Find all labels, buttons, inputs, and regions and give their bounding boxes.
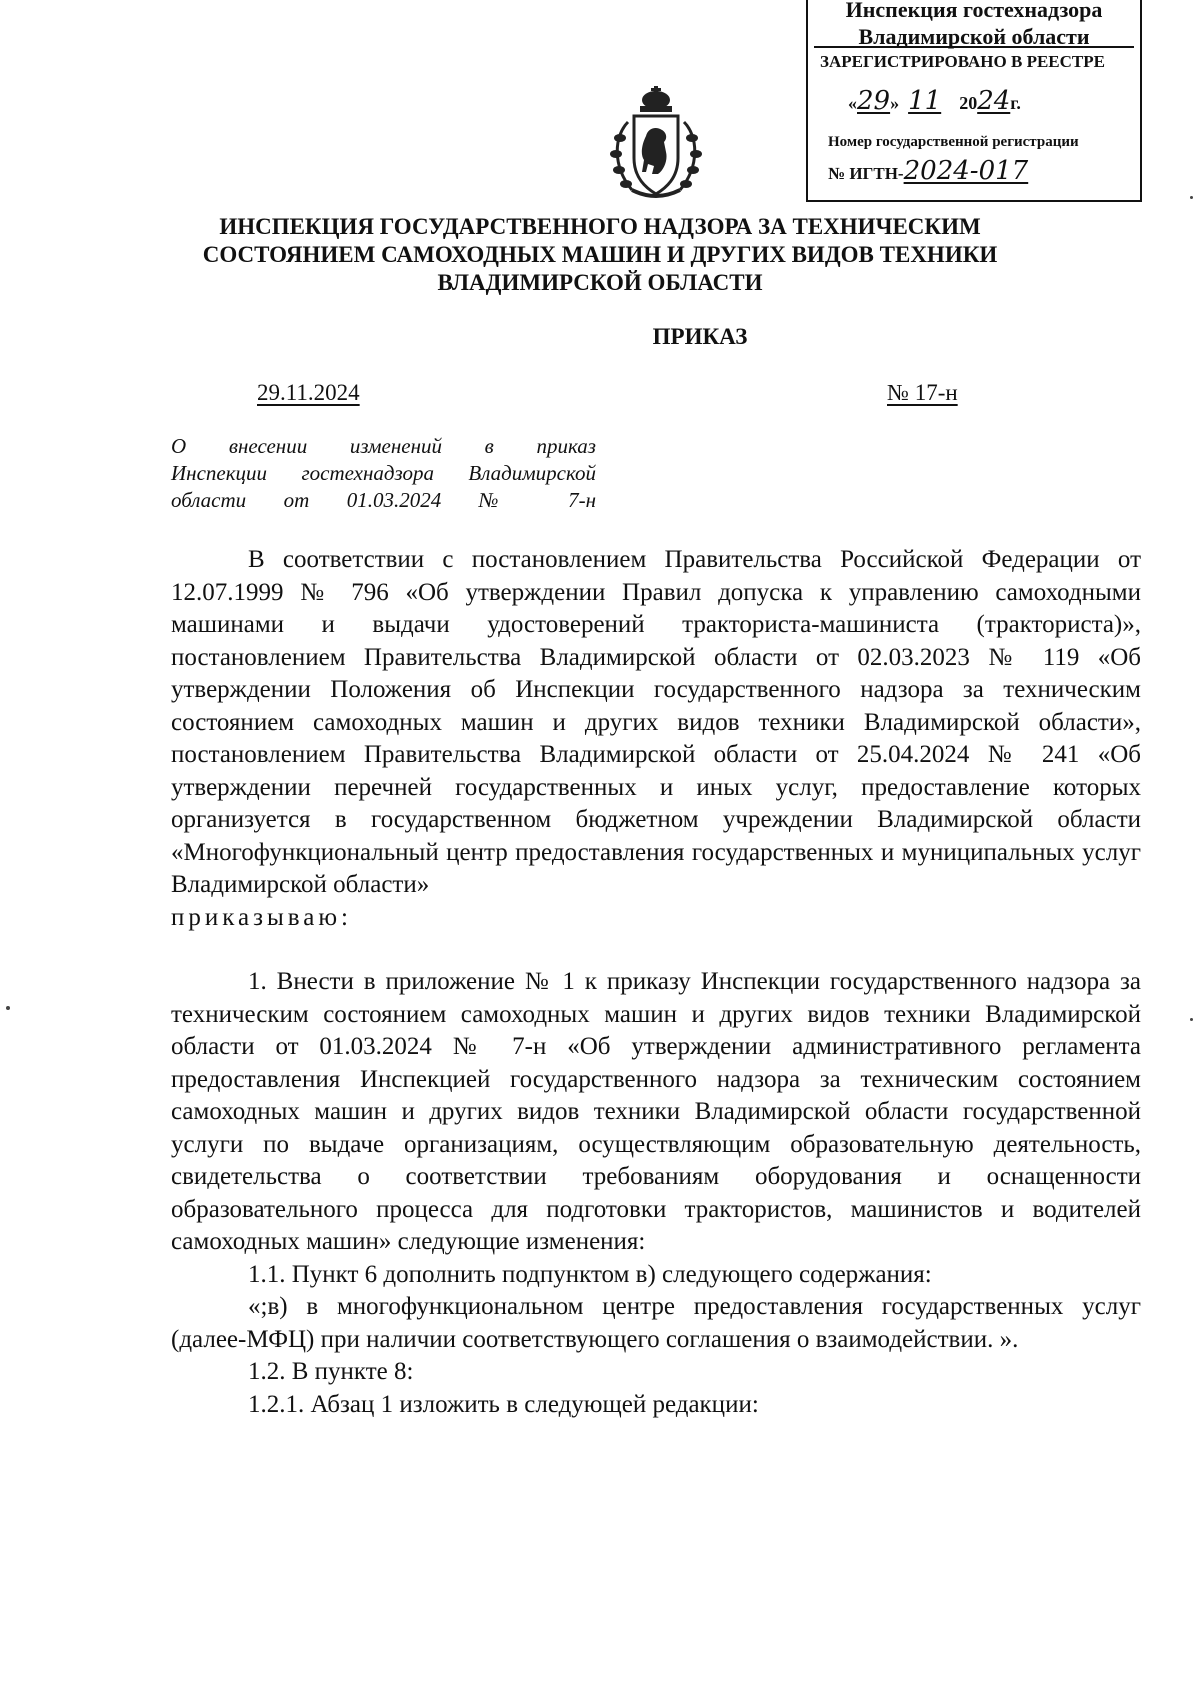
coat-of-arms-icon [606, 86, 706, 202]
scan-speck [1190, 1018, 1193, 1021]
registration-stamp [806, 0, 1142, 202]
stamp-number [828, 156, 1028, 186]
document-subject [171, 433, 596, 514]
authority-line2: СОСТОЯНИЕМ САМОХОДНЫХ МАШИН И ДРУГИХ ВИДОВ ТЕХНИКИ [202, 242, 998, 267]
preamble-text: В соответствии с постановлением Правительства Российской Федерации от 12.07.1999 № 796 «Об утверждении Правил допуска к управлению самоходными машинами и выдачи удостоверений тракториста-машиниста (тракториста)», постановлением Правительства Владимирской области от 02.03.2023 № 119 «Об утверждении Положения об Инспекции государственного надзора за техническим состоянием самоходных машин и других видов техники Владимирской области», постановлением Правительства Владимирской области от 25.04.2024 № 241 «Об утверждении перечней государственных и иных услуг, предоставление которых организуется в государственном бюджетном учреждении Владимирской области «Многофункциональный центр предоставления государственных и муниципальных услуг Владимирской области» [171, 546, 1141, 898]
item-1-2-paragraph: 1.2. В пункте 8: [248, 1358, 414, 1385]
stamp-month: 11 [908, 86, 942, 116]
item-1-1-paragraph: 1.1. Пункт 6 дополнить подпунктом в) следующего содержания: [248, 1260, 932, 1288]
item-1-paragraph: 1. Внести в приложение № 1 к приказу Инспекции государственного надзора за техническим состоянием самоходных машин и других видов техники Владимирской области от 01.03.2024 № 7-н «Об утверждении административного регламента предоставления Инспекцией государственного надзора за техническим состоянием самоходных машин и других видов техники Владимирской области государственной услуги по выдаче организациям, осуществляющим образовательную деятельность, свидетельства о соответствии требованиям оборудования и оснащенности образовательного процесса для подготовки трактористов, машинистов и водителей самоходных машин» следующие изменения: [171, 968, 1141, 1255]
subject-line3: области от 01.03.2024 № 7-н [171, 488, 596, 512]
stamp-divider [814, 46, 1134, 48]
stamp-day: 29 [857, 86, 891, 116]
document-date: 29.11.2024 [257, 380, 360, 405]
stamp-registered-label: ЗАРЕГИСТРИРОВАНО В РЕЕСТРЕ [820, 52, 1105, 71]
document-body [171, 544, 1141, 1421]
stamp-number-label: Номер государственной регистрации [828, 134, 1079, 150]
scan-speck [6, 1006, 10, 1010]
subject-line2: Инспекции гостехнадзора Владимирской [171, 461, 596, 485]
stamp-date: «29» 11 2024г. [848, 86, 1021, 116]
scan-speck [1190, 196, 1193, 199]
stamp-org-line1: Инспекция гостехнадзора [845, 0, 1103, 22]
preamble-paragraph [171, 544, 1141, 934]
stamp-number-prefix: № ИГТН- [828, 164, 904, 183]
item-1-1-text-paragraph: «;в) в многофункциональном центре предоставления государственных услуг (далее-МФЦ) при наличии соответствующего соглашения о взаимодействии. ». [171, 1293, 1141, 1353]
stamp-number-value: 2024-017 [903, 156, 1029, 186]
authority-line1: ИНСПЕКЦИЯ ГОСУДАРСТВЕННОГО НАДЗОРА ЗА ТЕХНИЧЕСКИМ [219, 214, 981, 239]
stamp-year-prefix: 20 [959, 93, 978, 113]
order-word: приказываю: [171, 903, 352, 931]
authority-name [180, 213, 1020, 297]
authority-line3: ВЛАДИМИРСКОЙ ОБЛАСТИ [437, 270, 763, 295]
stamp-org-line2: Владимирской области [858, 24, 1090, 49]
document-type: ПРИКАЗ [652, 324, 748, 349]
item-1-2-1-paragraph: 1.2.1. Абзац 1 изложить в следующей редакции: [248, 1390, 759, 1418]
document-number: № 17-н [887, 380, 958, 405]
stamp-organization [808, 0, 1140, 50]
stamp-year-end: г. [1010, 93, 1021, 113]
subject-line1: О внесении изменений в приказ [171, 434, 596, 458]
stamp-year-suffix: 24 [977, 86, 1011, 116]
